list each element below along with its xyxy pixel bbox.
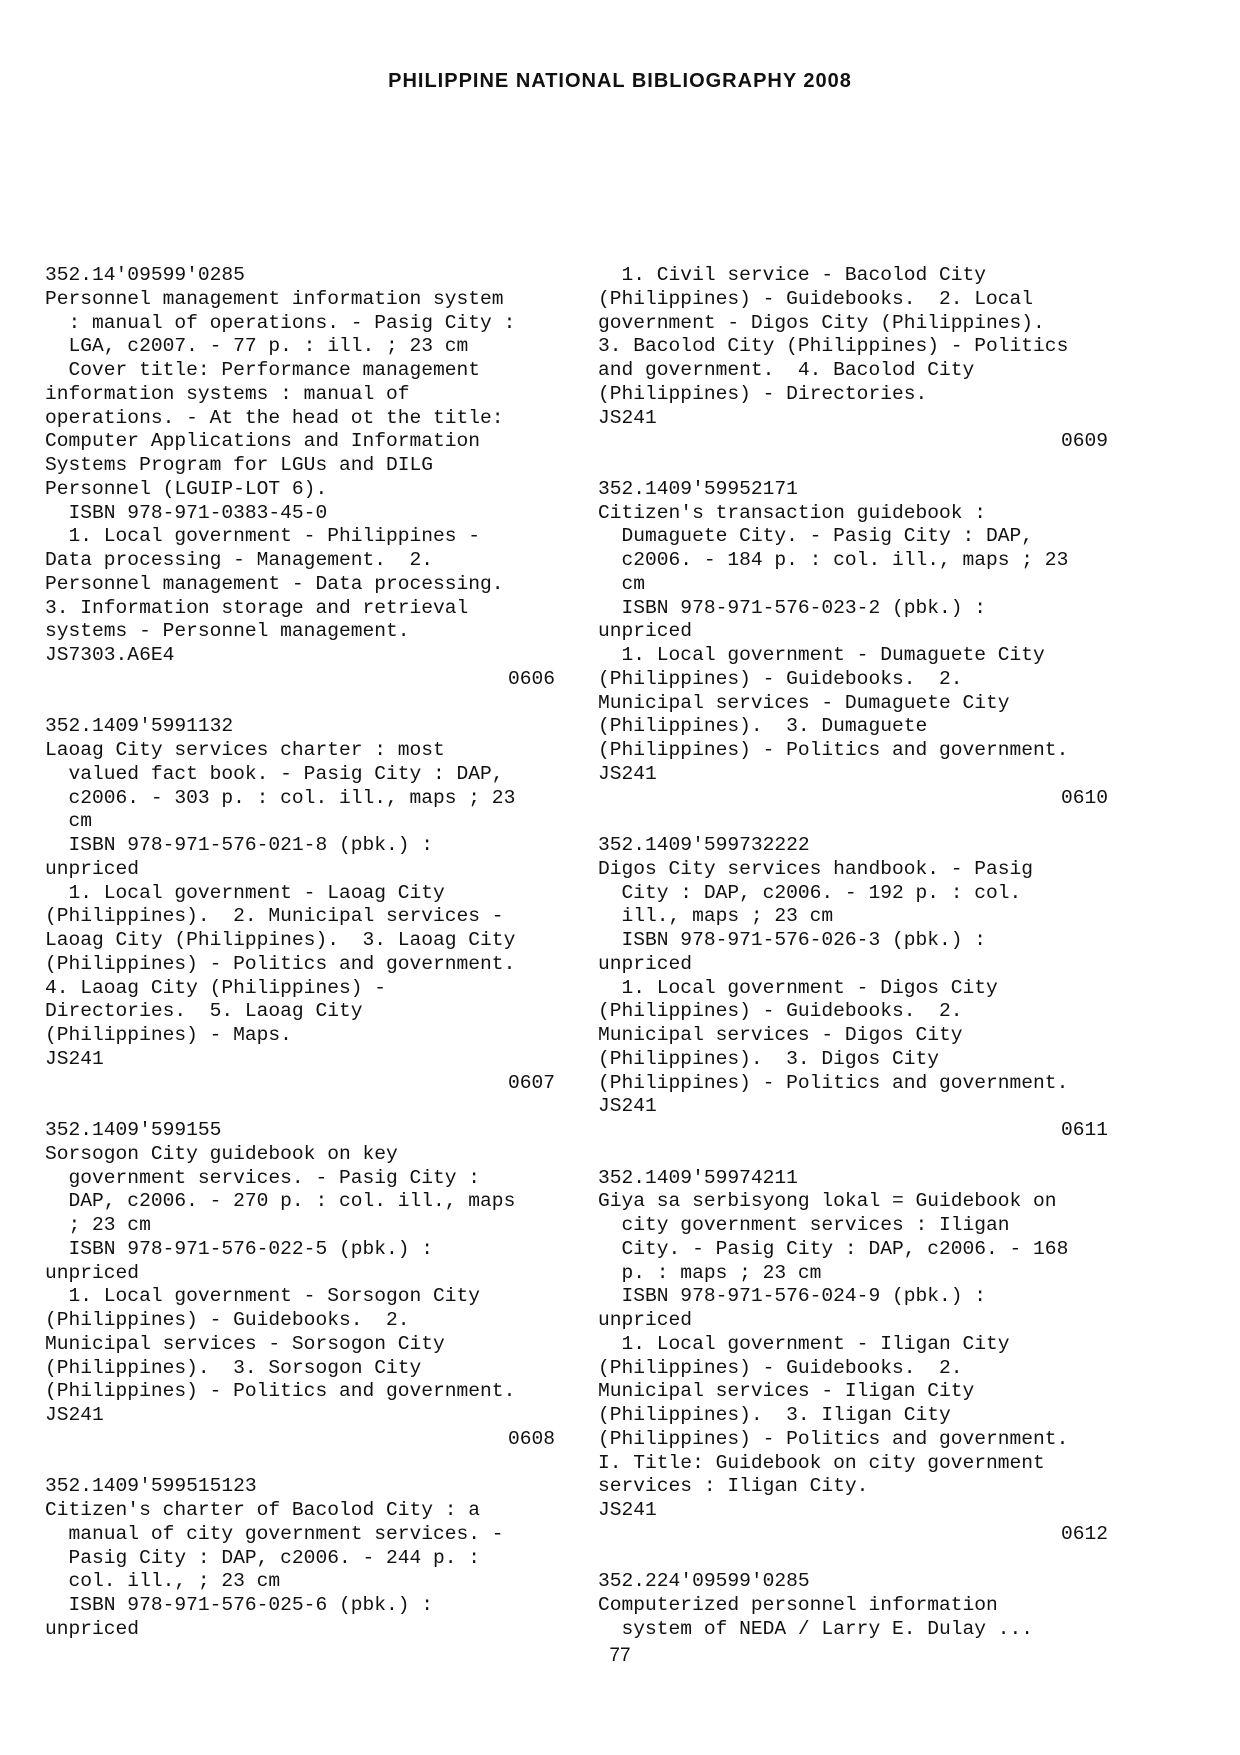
entry-line: Municipal services - Iligan City: [598, 1380, 975, 1403]
entry-line: government - Digos City (Philippines).: [598, 311, 1045, 334]
entry-line: JS241: [45, 1047, 104, 1070]
entry-line: 1. Civil service - Bacolod City: [598, 264, 987, 286]
entry-line: 352.1409'599515123: [45, 1475, 257, 1498]
entry-line: unpriced: [598, 1309, 693, 1331]
entry-line: (Philippines). 2. Municipal services -: [45, 905, 504, 928]
entry-line: (Philippines). 3. Digos City: [598, 1047, 939, 1070]
entry-line: 4. Laoag City (Philippines) -: [45, 976, 386, 999]
entry-spacer: [598, 1547, 1108, 1571]
entry-line: Citizen's transaction guidebook :: [598, 501, 987, 524]
bibliography-entry: [45, 1475, 555, 1641]
entry-line: (Philippines) - Politics and government.: [45, 1380, 516, 1403]
entry-line: unpriced: [45, 857, 140, 880]
entry-line: I. Title: Guidebook on city government: [598, 1451, 1045, 1474]
entry-number: 0607: [507, 1071, 555, 1094]
entry-line: ill., maps ; 23 cm: [598, 905, 834, 928]
bibliography-entry: [45, 264, 555, 715]
entry-spacer: [598, 1143, 1108, 1167]
entry-line: Computer Applications and Information: [45, 430, 481, 453]
entry-line: (Philippines) - Politics and government.: [45, 952, 516, 975]
entry-line: (Philippines) - Politics and government.: [598, 1071, 1069, 1094]
entry-line: 352.1409'599732222: [598, 834, 810, 856]
entry-spacer: [598, 810, 1108, 834]
entry-line: Citizen's charter of Bacolod City : a: [45, 1499, 481, 1521]
entry-line: cm: [598, 572, 646, 595]
entry-line: city government services : Iligan: [598, 1214, 1010, 1236]
entry-line: 1. Local government - Philippines -: [45, 525, 481, 548]
entry-line: operations. - At the head ot the title:: [45, 406, 504, 429]
entry-line: government services. - Pasig City :: [45, 1166, 481, 1189]
entry-line: 1. Local government - Iligan City: [598, 1332, 1010, 1355]
entry-line: JS241: [598, 1499, 657, 1521]
entry-line: c2006. - 184 p. : col. ill., maps ; 23: [598, 549, 1069, 571]
entry-line: (Philippines) - Guidebooks. 2.: [598, 1356, 963, 1379]
entry-line: and government. 4. Bacolod City: [598, 359, 975, 381]
entry-line: Laoag City (Philippines). 3. Laoag City: [45, 929, 516, 951]
entry-line: JS241: [598, 406, 657, 429]
entry-line: JS7303.A6E4: [45, 644, 175, 666]
page-header: PHILIPPINE NATIONAL BIBLIOGRAPHY 2008: [388, 70, 852, 92]
entry-line: 352.224'09599'0285: [598, 1570, 810, 1593]
entry-line: Directories. 5. Laoag City: [45, 1000, 363, 1023]
entry-line: Laoag City services charter : most: [45, 739, 445, 761]
entry-line: Systems Program for LGUs and DILG: [45, 454, 434, 476]
bibliography-entry: [45, 1119, 555, 1475]
entry-line: 352.1409'5991132: [45, 715, 234, 738]
entry-line: JS241: [45, 1404, 104, 1426]
entry-line: (Philippines) - Guidebooks. 2. Local: [598, 287, 1034, 310]
entry-spacer: [45, 1095, 555, 1119]
entry-line: ISBN 978-971-576-024-9 (pbk.) :: [598, 1285, 987, 1308]
entry-line: (Philippines). 3. Dumaguete: [598, 715, 928, 738]
entry-line: col. ill., ; 23 cm: [45, 1570, 281, 1593]
bibliography-entry: [598, 478, 1108, 834]
right-column: [598, 264, 1108, 1642]
entry-line: 352.1409'59974211: [598, 1166, 798, 1189]
entry-number: 0612: [1060, 1522, 1108, 1545]
entry-line: Sorsogon City guidebook on key: [45, 1142, 398, 1165]
entry-line: Giya sa serbisyong lokal = Guidebook on: [598, 1190, 1057, 1213]
entry-line: (Philippines). 3. Sorsogon City: [45, 1356, 422, 1379]
entry-line: ISBN 978-971-0383-45-0: [45, 501, 328, 524]
entry-line: unpriced: [45, 1261, 140, 1284]
entry-number: 0609: [1060, 430, 1108, 453]
entry-line: 1. Local government - Digos City: [598, 976, 998, 999]
entry-line: JS241: [598, 762, 657, 785]
entry-line: ISBN 978-971-576-025-6 (pbk.) :: [45, 1594, 434, 1616]
entry-line: ISBN 978-971-576-023-2 (pbk.) :: [598, 596, 987, 619]
entry-line: (Philippines) - Politics and government.: [598, 1427, 1069, 1450]
entry-line: valued fact book. - Pasig City : DAP,: [45, 762, 504, 785]
entry-line: ISBN 978-971-576-022-5 (pbk.) :: [45, 1237, 434, 1260]
bibliography-entry: [598, 1570, 1108, 1641]
entry-line: ISBN 978-971-576-021-8 (pbk.) :: [45, 834, 434, 856]
entry-line: p. : maps ; 23 cm: [598, 1261, 822, 1284]
entry-line: Municipal services - Sorsogon City: [45, 1332, 445, 1355]
entry-line: information systems : manual of: [45, 382, 410, 405]
entry-line: : manual of operations. - Pasig City :: [45, 311, 516, 334]
entry-line: 1. Local government - Dumaguete City: [598, 644, 1045, 666]
entry-line: 352.1409'599155: [45, 1119, 222, 1141]
left-column: [45, 264, 555, 1642]
entry-line: unpriced: [598, 952, 693, 975]
entry-line: (Philippines) - Directories.: [598, 382, 928, 405]
entry-line: 1. Local government - Laoag City: [45, 881, 445, 904]
page-number: 77: [609, 1645, 631, 1666]
bibliography-entry: [45, 715, 555, 1119]
entry-spacer: [598, 454, 1108, 478]
entry-number: 0610: [1060, 786, 1108, 809]
entry-line: (Philippines) - Guidebooks. 2.: [598, 667, 963, 690]
entry-number: 0606: [507, 667, 555, 690]
entry-line: 1. Local government - Sorsogon City: [45, 1285, 481, 1308]
entry-line: 3. Information storage and retrieval: [45, 596, 469, 619]
entry-line: Personnel (LGUIP-LOT 6).: [45, 477, 328, 500]
entry-line: unpriced: [45, 1617, 140, 1640]
entry-line: (Philippines) - Politics and government.: [598, 739, 1069, 761]
entry-line: Municipal services - Dumaguete City: [598, 691, 1010, 714]
entry-line: (Philippines) - Maps.: [45, 1024, 292, 1046]
entry-line: ISBN 978-971-576-026-3 (pbk.) :: [598, 929, 987, 951]
entry-line: (Philippines) - Guidebooks. 2.: [45, 1309, 410, 1331]
entry-line: Dumaguete City. - Pasig City : DAP,: [598, 525, 1034, 548]
entry-line: system of NEDA / Larry E. Dulay ...: [598, 1617, 1034, 1640]
entry-line: (Philippines). 3. Iligan City: [598, 1404, 951, 1426]
entry-line: (Philippines) - Guidebooks. 2.: [598, 1000, 963, 1023]
entry-line: City. - Pasig City : DAP, c2006. - 168: [598, 1237, 1069, 1260]
bibliography-entry: [598, 264, 1108, 478]
entry-line: Municipal services - Digos City: [598, 1024, 963, 1046]
entry-line: JS241: [598, 1095, 657, 1118]
entry-line: Personnel management information system: [45, 287, 504, 310]
entry-line: Digos City services handbook. - Pasig: [598, 857, 1034, 880]
entry-spacer: [45, 1452, 555, 1476]
bibliography-entry: [598, 1167, 1108, 1571]
entry-line: systems - Personnel management.: [45, 620, 410, 643]
entry-line: services : Iligan City.: [598, 1475, 869, 1498]
entry-line: Pasig City : DAP, c2006. - 244 p. :: [45, 1546, 481, 1569]
entry-line: 3. Bacolod City (Philippines) - Politics: [598, 335, 1069, 358]
bibliography-entry: [598, 834, 1108, 1167]
entry-line: City : DAP, c2006. - 192 p. : col.: [598, 881, 1022, 904]
entry-line: ; 23 cm: [45, 1214, 151, 1236]
entry-line: 352.1409'59952171: [598, 477, 798, 500]
entry-line: LGA, c2007. - 77 p. : ill. ; 23 cm: [45, 335, 469, 358]
entry-line: 352.14'09599'0285: [45, 264, 245, 286]
entry-line: Cover title: Performance management: [45, 359, 481, 381]
entry-line: Data processing - Management. 2.: [45, 549, 434, 571]
entry-line: DAP, c2006. - 270 p. : col. ill., maps: [45, 1190, 516, 1213]
entry-number: 0611: [1060, 1119, 1108, 1141]
entry-line: manual of city government services. -: [45, 1522, 504, 1545]
entry-line: Computerized personnel information: [598, 1594, 998, 1616]
entry-spacer: [45, 692, 555, 716]
entry-line: unpriced: [598, 620, 693, 643]
entry-line: cm: [45, 810, 93, 833]
entry-line: Personnel management - Data processing.: [45, 572, 504, 595]
entry-number: 0608: [507, 1427, 555, 1450]
entry-line: c2006. - 303 p. : col. ill., maps ; 23: [45, 786, 516, 809]
